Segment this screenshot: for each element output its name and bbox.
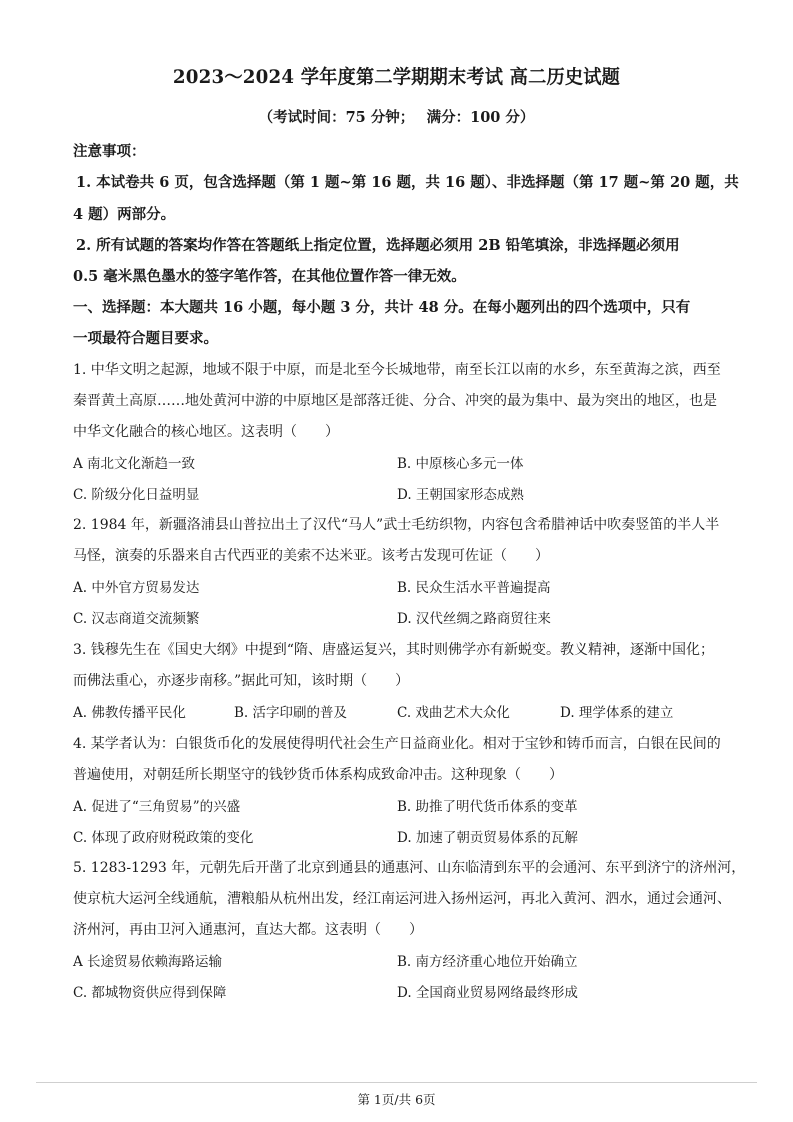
notice-item-2-line-1: 2. 所有试题的答案均作答在答题纸上指定位置，选择题必须用 2B 铅笔填涂，非选择题必须用 (76, 237, 680, 254)
question-3-line-1: 3. 钱穆先生在《国史大纲》中提到“隋、唐盛运复兴，其时则佛学亦有新蜕变。教义精神，逐渐中国化； (73, 642, 714, 658)
question-1-line-3: 中华文化融合的核心地区。这表明（ ） (73, 424, 339, 440)
question-5-option-c: C. 都城物资供应得到保障 (73, 985, 227, 1001)
question-3-option-c: C. 戏曲艺术大众化 (397, 705, 510, 721)
section-heading-line-1: 一、选择题：本大题共 16 小题，每小题 3 分，共计 48 分。在每小题列出的四个选项中，只有 (73, 299, 691, 316)
question-1-option-a: A 南北文化渐趋一致 (73, 456, 196, 472)
question-1-line-2: 秦晋黄土高原……地处黄河中游的中原地区是部落迁徙、分合、冲突的最为集中、最为突出的地区，也是 (73, 393, 717, 409)
question-2-option-a: A. 中外官方贸易发达 (73, 580, 200, 596)
notice-item-1-line-1: 1. 本试卷共 6 页，包含选择题（第 1 题~第 16 题，共 16 题）、非选择题（第 17 题~第 20 题，共 (76, 174, 739, 191)
question-1-option-d: D. 王朝国家形态成熟 (397, 487, 524, 503)
question-4-option-d: D. 加速了朝贡贸易体系的瓦解 (397, 830, 578, 846)
question-5-option-b: B. 南方经济重心地位开始确立 (397, 954, 578, 970)
question-4-option-c: C. 体现了政府财税政策的变化 (73, 830, 254, 846)
notice-item-2-line-2: 0.5 毫米黑色墨水的签字笔作答，在其他位置作答一律无效。 (73, 268, 466, 285)
section-heading-line-2: 一项最符合题目要求。 (73, 330, 218, 347)
question-3-option-b: B. 活字印刷的普及 (234, 705, 348, 721)
question-3-option-d: D. 理学体系的建立 (560, 705, 674, 721)
question-1-option-c: C. 阶级分化日益明显 (73, 487, 200, 503)
question-2-option-b: B. 民众生活水平普遍提高 (397, 580, 551, 596)
question-5-option-a: A 长途贸易依赖海路运输 (73, 954, 223, 970)
question-3-line-2: 而佛法重心，亦逐步南移。”据此可知，该时期（ ） (73, 673, 410, 689)
question-1-option-b: B. 中原核心多元一体 (397, 456, 524, 472)
notice-item-1-line-2: 4 题）两部分。 (73, 206, 176, 223)
question-3-option-a: A. 佛教传播平民化 (73, 705, 186, 721)
question-4-option-a: A. 促进了“三角贸易”的兴盛 (73, 799, 241, 815)
question-1-line-1: 1. 中华文明之起源，地域不限于中原，而是北至今长城地带，南至长江以南的水乡，东至黄海之滨，西至 (73, 362, 721, 378)
footer-divider (36, 1082, 757, 1083)
exam-info: （考试时间：75 分钟； 满分：100 分） (258, 109, 535, 126)
question-4-line-2: 普遍使用，对朝廷所长期坚守的钱钞货币体系构成致命冲击。这种现象（ ） (73, 767, 563, 783)
question-2-option-c: C. 汉志商道交流频繁 (73, 611, 200, 627)
question-4-line-1: 4. 某学者认为：白银货币化的发展使得明代社会生产日益商业化。相对于宝钞和铸币而言，白银在民间的 (73, 736, 721, 752)
question-4-option-b: B. 助推了明代货币体系的变革 (397, 799, 578, 815)
question-2-option-d: D. 汉代丝绸之路商贸往来 (397, 611, 551, 627)
question-5-option-d: D. 全国商业贸易网络最终形成 (397, 985, 578, 1001)
question-5-line-2: 使京杭大运河全线通航，漕粮船从杭州出发，经江南运河进入扬州运河，再北入黄河、泗水，通过会通河、 (73, 891, 731, 907)
question-5-line-1: 5. 1283-1293 年，元朝先后开凿了北京到通县的通惠河、山东临清到东平的会通河、东平到济宁的济州河， (73, 860, 746, 876)
question-2-line-2: 马怪，演奏的乐器来自古代西亚的美索不达米亚。该考古发现可佐证（ ） (73, 548, 549, 564)
notice-heading: 注意事项： (73, 143, 146, 160)
page-title: 2023～2024 学年度第二学期期末考试 高二历史试题 (172, 66, 621, 88)
question-2-line-1: 2. 1984 年，新疆洛浦县山普拉出土了汉代“马人”武士毛纺织物，内容包含希腊神话中吹奏竖笛的半人半 (73, 517, 720, 533)
page-number: 第 1页/共 6页 (357, 1092, 436, 1107)
question-5-line-3: 济州河，再由卫河入通惠河，直达大都。这表明（ ） (73, 922, 423, 938)
